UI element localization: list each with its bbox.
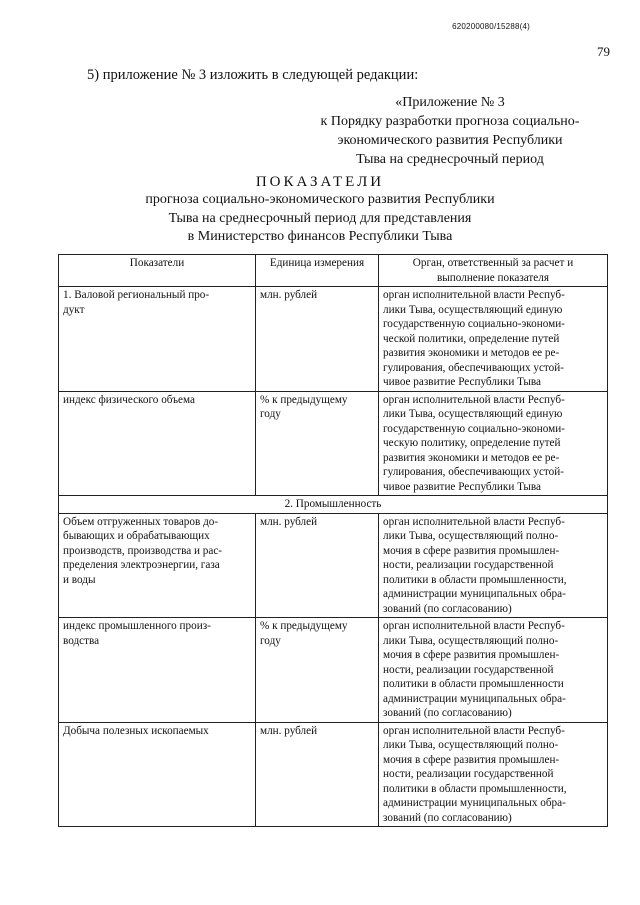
unit-line: % к предыдущему <box>260 393 348 406</box>
org-cell <box>379 618 608 723</box>
page-subtitle <box>60 191 580 247</box>
org-line: лики Тыва, осуществляющий единую <box>383 303 563 316</box>
org-line: орган исполнительной власти Респуб- <box>383 289 565 301</box>
indicator-line: водства <box>63 634 100 647</box>
org-line: лики Тыва, осуществляющий полно- <box>383 739 559 751</box>
org-line: орган исполнительной власти Респуб- <box>383 393 565 406</box>
subtitle-line: прогноза социально-экономического развития Республики <box>145 192 495 207</box>
document-code: 620200080/15288(4) <box>452 22 530 31</box>
org-line: администрации муниципальных обра- <box>383 692 566 705</box>
org-line: орган исполнительной власти Респуб- <box>383 724 565 737</box>
org-line: ческой политики, определение путей <box>383 332 560 345</box>
indicator-cell <box>59 618 256 723</box>
org-line: орган исполнительной власти Респуб- <box>383 620 565 632</box>
table-header-row <box>59 255 608 287</box>
indicator-line: Добыча полезных ископаемых <box>63 724 209 737</box>
org-line: администрации муниципальных обра- <box>383 588 566 600</box>
org-cell <box>379 391 608 496</box>
org-line: ности, реализации государственной <box>383 663 554 676</box>
header-org-line: выполнение показателя <box>437 271 549 284</box>
org-line: зований (по согласованию) <box>383 811 512 824</box>
unit-cell <box>256 722 379 827</box>
subtitle-line: в Министерство финансов Республики Тыва <box>187 229 453 244</box>
org-cell <box>379 513 608 618</box>
indicator-line: дукт <box>63 303 85 316</box>
org-line: мочия в сфере развития промышлен- <box>383 753 560 766</box>
table-row <box>59 391 608 496</box>
org-line: развития экономики и методов ее ре- <box>383 451 560 464</box>
org-line: орган исполнительной власти Респуб- <box>383 515 565 528</box>
org-cell <box>379 722 608 827</box>
unit-cell <box>256 391 379 496</box>
org-line: развития экономики и методов ее ре- <box>383 347 560 359</box>
indicator-line: бывающих и обрабатывающих <box>63 530 210 542</box>
indicator-cell <box>59 391 256 496</box>
org-line: лики Тыва, осуществляющий единую <box>383 408 563 420</box>
unit-line: млн. рублей <box>260 289 318 301</box>
unit-line: году <box>260 408 281 420</box>
org-line: политики в области промышленности, <box>383 573 567 586</box>
unit-line: млн. рублей <box>260 724 318 737</box>
org-line: ческую политику, определение путей <box>383 437 561 449</box>
org-line: зований (по согласованию) <box>383 602 512 615</box>
indicator-line: и воды <box>63 573 96 586</box>
appendix-line: Тыва на среднесрочный период <box>356 152 544 167</box>
org-line: зований (по согласованию) <box>383 707 512 719</box>
intro-text: 5) приложение № 3 изложить в следующей редакции: <box>87 67 419 83</box>
page-title: ПОКАЗАТЕЛИ <box>255 174 385 190</box>
table-row <box>59 287 608 392</box>
org-cell <box>379 287 608 392</box>
unit-cell <box>256 618 379 723</box>
unit-line: году <box>260 634 281 647</box>
org-line: ности, реализации государственной <box>383 768 554 780</box>
table-row <box>59 722 608 827</box>
indicator-line: индекс промышленного произ- <box>63 620 211 632</box>
section-row <box>59 496 608 514</box>
appendix-line: к Порядку разработки прогноза социально- <box>320 114 580 129</box>
indicator-line: производств, производства и рас- <box>63 544 223 557</box>
indicator-line: пределения электроэнергии, газа <box>63 559 220 571</box>
indicator-line: индекс физического объема <box>63 393 195 406</box>
org-line: лики Тыва, осуществляющий полно- <box>383 530 559 542</box>
org-line: мочия в сфере развития промышлен- <box>383 544 560 557</box>
org-line: чивое развитие Республики Тыва <box>383 480 542 493</box>
indicator-line: Объем отгруженных товаров до- <box>63 515 219 528</box>
indicators-table <box>58 254 608 827</box>
unit-line: % к предыдущему <box>260 620 348 632</box>
org-line: политики в области промышленности <box>383 678 564 690</box>
section-title: 2. Промышленность <box>59 496 608 514</box>
header-responsible-org <box>379 255 608 287</box>
unit-cell <box>256 513 379 618</box>
org-line: гулирования, обеспечивающих устой- <box>383 361 564 374</box>
appendix-line: «Приложение № 3 <box>395 95 505 110</box>
header-unit: Единица измерения <box>256 255 379 287</box>
org-line: политики в области промышленности, <box>383 782 567 795</box>
appendix-line: экономического развития Республики <box>337 133 563 148</box>
org-line: ности, реализации государственной <box>383 559 554 571</box>
indicator-line: 1. Валовой региональный про- <box>63 289 210 301</box>
header-org-line: Орган, ответственный за расчет и <box>412 257 574 269</box>
org-line: администрации муниципальных обра- <box>383 797 566 809</box>
table-row <box>59 513 608 618</box>
org-line: мочия в сфере развития промышлен- <box>383 649 560 661</box>
page-number: 79 <box>597 44 610 59</box>
indicator-cell <box>59 513 256 618</box>
subtitle-line: Тыва на среднесрочный период для представления <box>168 210 472 226</box>
unit-line: млн. рублей <box>260 515 318 528</box>
header-indicator: Показатели <box>59 255 256 287</box>
table-row <box>59 618 608 723</box>
org-line: государственную социально-экономи- <box>383 318 565 330</box>
org-line: чивое развитие Республики Тыва <box>383 376 542 388</box>
indicator-cell <box>59 287 256 392</box>
unit-cell <box>256 287 379 392</box>
indicator-cell <box>59 722 256 827</box>
org-line: лики Тыва, осуществляющий полно- <box>383 634 559 647</box>
org-line: гулирования, обеспечивающих устой- <box>383 466 564 478</box>
org-line: государственную социально-экономи- <box>383 422 565 435</box>
appendix-reference <box>310 93 590 169</box>
